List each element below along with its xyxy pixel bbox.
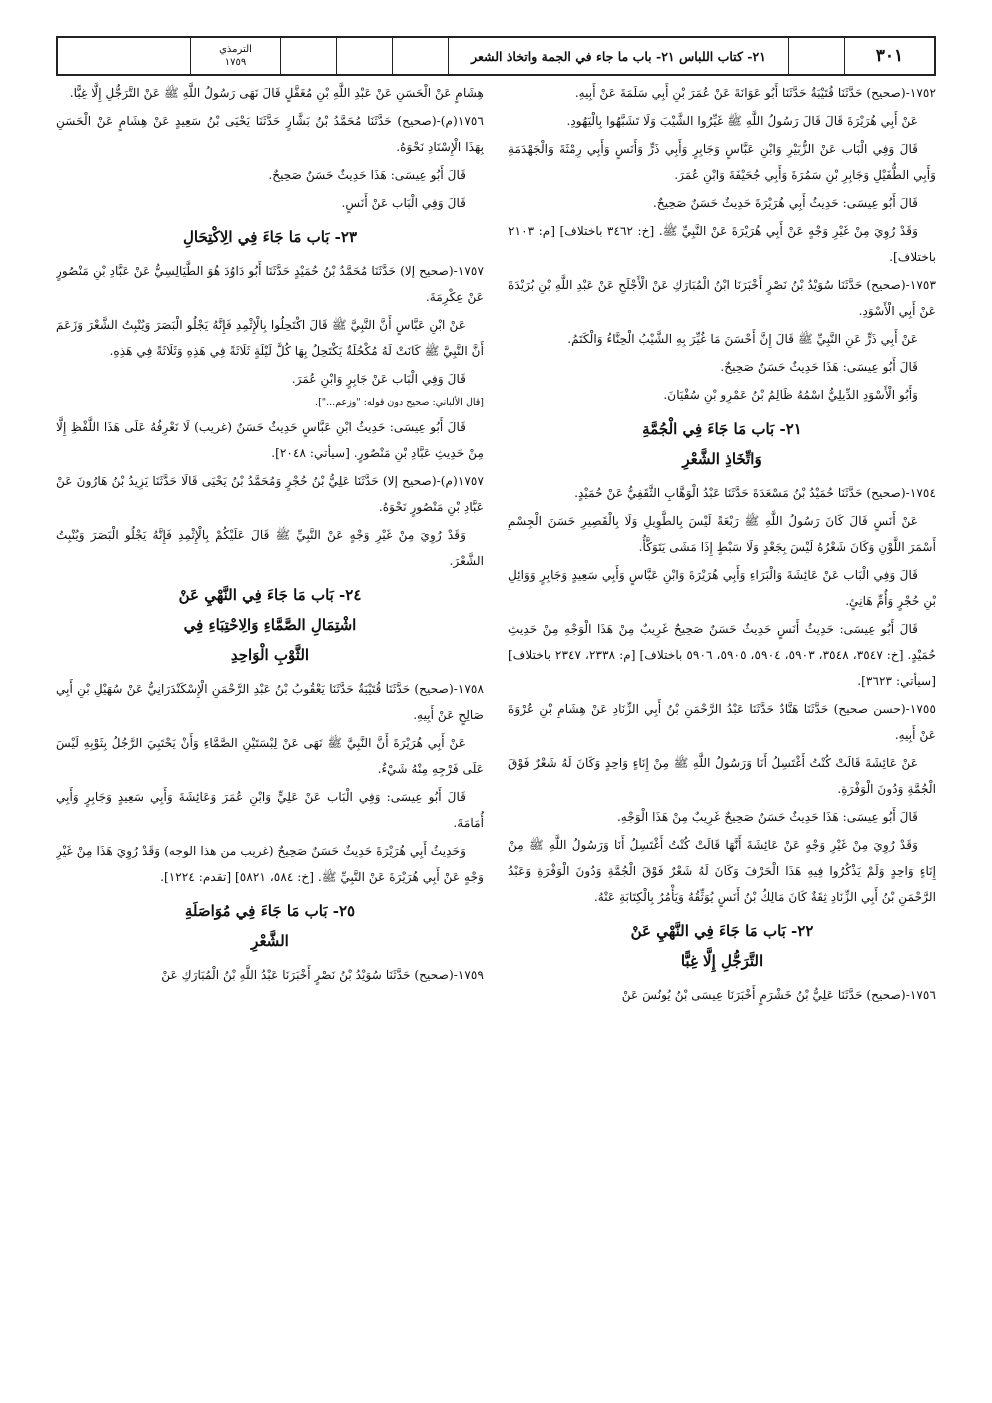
header-spacer bbox=[280, 38, 336, 74]
hadith-1756m-grading: قَالَ أَبُو عِيسَى: هَذَا حَدِيثٌ حَسَنٌ صَحِيحٌ. bbox=[268, 168, 466, 182]
hadith-1757m-isnad: ١٧٥٧(م)-(صحيح إلا) حَدَّثَنَا عَلِيُّ بْنُ حُجْرٍ وَمُحَمَّدُ بْنُ يَحْيَى قَالَا حَدَّثَنَا يَزِيدُ بْنُ هَارُونَ عَنْ عَبَّادِ بْنِ مَنْصُورٍ نَحْوَهُ. bbox=[56, 474, 484, 514]
hadith-1757-matn: عَنْ ابْنِ عَبَّاسٍ أَنَّ النَّبِيَّ ﷺ قَالَ اكْتَحِلُوا بِالْإِثْمِدِ فَإِنَّهُ يَجْلُو الْبَصَرَ وَيُنْبِتُ الشَّعْرَ وَزَعَمَ أَنَّ النَّبِيَّ ﷺ كَانَتْ لَهُ مُكْحُلَةٌ يَكْتَحِلُ بِهَا كُلَّ لَيْلَةٍ ثَلَاثَةً فِي هَذِهِ وَثَلَاثَةً فِي هَذِهِ. bbox=[56, 318, 484, 358]
chapter-22-heading bbox=[508, 916, 936, 976]
hadith-1752-isnad: ١٧٥٢-(صحيح) حَدَّثَنَا قُتَيْبَةُ حَدَّثَنَا أَبُو عَوَانَةَ عَنْ عُمَرَ بْنِ أَبِي سَلَمَةَ عَنْ أَبِيهِ. bbox=[574, 86, 936, 100]
hadith-1752-bab: قَالَ وَفِي الْبَاب عَنْ الزُّبَيْرِ وَابْنِ عَبَّاسٍ وَجَابِرٍ وَأَبِي ذَرٍّ وَأَنَسٍ وَأَبِي رِمْثَةَ وَالْجَهْدَمَةِ وَأَبِي الطُّفَيْلِ وَجَابِرِ بْنِ سَمُرَةَ وَأَبِي جُحَيْفَةَ وَابْنِ عُمَرَ. bbox=[508, 142, 936, 182]
hadith-1757-grading: قَالَ أَبُو عِيسَى: حَدِيثُ ابْنِ عَبَّاسٍ حَدِيثٌ حَسَنٌ (غريب) لَا نَعْرِفُهُ عَلَى هَذَا اللَّفْظِ إِلَّا مِنْ حَدِيثِ عَبَّادِ بْنِ مَنْصُورٍ. [سيأتي: ٢٠٤٨]. bbox=[56, 420, 484, 460]
hadith-1753-note: وَأَبُو الْأَسْوَدِ الدِّيلِيُّ اسْمُهُ ظَالِمُ بْنُ عَمْرِو بْنِ سُفْيَانَ. bbox=[663, 388, 918, 402]
heading-line: الثَّوْبِ الْوَاحِدِ bbox=[230, 646, 310, 664]
heading-line: الشَّعْرِ bbox=[251, 932, 289, 950]
hadith-1755-grading: قَالَ أَبُو عِيسَى: هَذَا حَدِيثٌ حَسَنٌ صَحِيحٌ غَرِيبٌ مِنْ هَذَا الْوَجْهِ. bbox=[616, 810, 918, 824]
hadith-1755-note: وَقَدْ رُوِيَ مِنْ غَيْرِ وَجْهٍ عَنْ عَائِشَةَ أَنَّهَا قَالَتْ كُنْتُ أَغْتَسِلُ أَنَا وَرَسُولُ اللَّهِ ﷺ مِنْ إِنَاءٍ وَاحِدٍ وَلَمْ يَذْكُرُوا فِيهِ هَذَا الْحَرْفَ وَكَانَ لَهُ شَعْرٌ فَوْقَ الْجُمَّةِ وَدُونَ الْوَفْرَةِ وَعَبْدُ الرَّحْمَنِ بْنُ أَبِي الزِّنَادِ ثِقَةٌ كَانَ مَالِكُ بْنُ أَنَسٍ يُوَثِّقُهُ وَيَأْمُرُ بِالْكِتَابَةِ عَنْهُ. bbox=[508, 838, 936, 904]
hadith-1752-grading: قَالَ أَبُو عِيسَى: حَدِيثُ أَبِي هُرَيْرَةَ حَدِيثٌ حَسَنٌ صَحِيحٌ. bbox=[652, 196, 918, 210]
chapter-23-heading bbox=[56, 222, 484, 252]
hadith-1756-isnad: ١٧٥٦-(صحيح) حَدَّثَنَا عَلِيُّ بْنُ خَشْرَمٍ أَخْبَرَنَا عِيسَى بْنُ يُونُسَ عَنْ bbox=[621, 988, 936, 1002]
hadith-1758-bab: قَالَ أَبُو عِيسَى: وَفِي الْبَاب عَنْ عَلِيٍّ وَابْنِ عُمَرَ وَعَائِشَةَ وَأَبِي سَعِيدٍ وَجَابِرٍ وَأَبِي أُمَامَةَ. bbox=[56, 790, 484, 830]
hadith-1755-isnad: ١٧٥٥-(حسن صحيح) حَدَّثَنَا هَنَّادٌ حَدَّثَنَا عَبْدُ الرَّحْمَنِ بْنُ أَبِي الزِّنَادِ عَنْ هِشَامِ بْنِ عُرْوَةَ عَنْ أَبِيهِ. bbox=[508, 702, 936, 742]
heading-line: اشْتِمَالِ الصَّمَّاءِ وَالِاحْتِبَاءِ فِي bbox=[183, 616, 357, 634]
header-spacer bbox=[134, 38, 190, 74]
hadith-1753-grading: قَالَ أَبُو عِيسَى: هَذَا حَدِيثٌ حَسَنٌ صَحِيحٌ. bbox=[720, 360, 918, 374]
hadith-1754-isnad: ١٧٥٤-(صحيح) حَدَّثَنَا حُمَيْدُ بْنُ مَسْعَدَةَ حَدَّثَنَا عَبْدُ الْوَهَّابِ الثَّقَفِيُّ عَنْ حُمَيْدٍ. bbox=[574, 486, 936, 500]
heading-line: ٢١- بَاب مَا جَاءَ فِي الْجُمَّةِ bbox=[642, 420, 802, 438]
running-title: ٢١- كتاب اللباس ٢١- باب ما جاء في الجمة واتخاذ الشعر bbox=[448, 38, 788, 74]
hadith-1757-isnad: ١٧٥٧-(صحيح إلا) حَدَّثَنَا مُحَمَّدُ بْنُ حُمَيْدٍ حَدَّثَنَا أَبُو دَاوُدَ هُوَ الطَّيَالِسِيُّ عَنْ عَبَّادِ بْنِ مَنْصُورٍ عَنْ عِكْرِمَةَ. bbox=[56, 264, 484, 304]
heading-line: ٢٥- بَاب مَا جَاءَ فِي مُوَاصَلَةِ bbox=[184, 902, 356, 920]
hadith-1758-grading: وَحَدِيثُ أَبِي هُرَيْرَةَ حَدِيثٌ حَسَنٌ صَحِيحٌ (غريب من هذا الوجه) وَقَدْ رُوِيَ هَذَا مِنْ غَيْرِ وَجْهٍ عَنْ أَبِي هُرَيْرَةَ عَنْ النَّبِيِّ ﷺ. [خ: ٥٨٤، ٥٨٢١] [تقدم: ١٢٢٤]. bbox=[56, 844, 484, 884]
hadith-1756m-bab: قَالَ وَفِي الْبَاب عَنْ أَنَسٍ. bbox=[341, 196, 466, 210]
hadith-1756-continuation: هِشَامٍ عَنْ الْحَسَنِ عَنْ عَبْدِ اللَّهِ بْنِ مُغَفَّلٍ قَالَ نَهَى رَسُولُ اللَّهِ ﷺ عَنْ التَّرَجُّلِ إِلَّا غِبًّا. bbox=[69, 86, 484, 100]
heading-line: وَاتِّخَاذِ الشَّعْرِ bbox=[682, 450, 762, 468]
header-spacer bbox=[788, 38, 844, 74]
chapter-25-heading bbox=[56, 896, 484, 956]
heading-line: ٢٣- بَاب مَا جَاءَ فِي الِاكْتِحَالِ bbox=[182, 228, 358, 246]
left-column bbox=[56, 80, 484, 1376]
hadith-range bbox=[190, 38, 280, 74]
header-spacer bbox=[336, 38, 392, 74]
heading-line: التَّرَجُّلِ إِلَّا غِبًّا bbox=[680, 952, 764, 970]
page-header bbox=[56, 36, 936, 76]
hadith-1754-grading: قَالَ أَبُو عِيسَى: حَدِيثُ أَنَسٍ حَدِيثٌ حَسَنٌ صَحِيحٌ غَرِيبٌ مِنْ هَذَا الْوَجْهِ مِنْ حَدِيثِ حُمَيْدٍ. [خ: ٣٥٤٧، ٣٥٤٨، ٥٩٠٣، ٥٩٠٤، ٥٩٠٥، ٥٩٠٦ باختلاف] [م: ٢٣٣٨، ٢٣٤٧ باختلاف] [سيأتي: ٣٦٢٣]. bbox=[508, 622, 936, 688]
right-column bbox=[508, 80, 936, 1376]
hadith-1759-isnad: ١٧٥٩-(صحيح) حَدَّثَنَا سُوَيْدُ بْنُ نَصْرٍ أَخْبَرَنَا عَبْدُ اللَّهِ بْنُ الْمُبَارَكِ عَنْ bbox=[161, 968, 484, 982]
hadith-1753-isnad: ١٧٥٣-(صحيح) حَدَّثَنَا سُوَيْدُ بْنُ نَصْرٍ أَخْبَرَنَا ابْنُ الْمُبَارَكِ عَنْ الْأَجْلَحِ عَنْ عَبْدِ اللَّهِ بْنِ بُرَيْدَةَ عَنْ أَبِي الْأَسْوَدِ. bbox=[508, 278, 936, 318]
page-number: ٣٠١ bbox=[844, 38, 934, 74]
last-hadith-number: ١٧٥٩ bbox=[224, 57, 247, 68]
hadith-1758-matn: عَنْ أَبِي هُرَيْرَةَ أَنَّ النَّبِيَّ ﷺ نَهَى عَنْ لِبْسَتَيْنِ الصَّمَّاءِ وَأَنْ يَحْتَبِيَ الرَّجُلُ بِثَوْبِهِ لَيْسَ عَلَى فَرْجِهِ مِنْهُ شَيْءٌ. bbox=[56, 736, 484, 776]
hadith-1757-bab: قَالَ وَفِي الْبَاب عَنْ جَابِرٍ وَابْنِ عُمَرَ. bbox=[291, 372, 466, 386]
hadith-1754-matn: عَنْ أَنَسٍ قَالَ كَانَ رَسُولُ اللَّهِ ﷺ رَبْعَةً لَيْسَ بِالطَّوِيلِ وَلَا بِالْقَصِيرِ حَسَنَ الْجِسْمِ أَسْمَرَ اللَّوْنِ وَكَانَ شَعْرُهُ لَيْسَ بِجَعْدٍ وَلَا سَبْطٍ إِذَا مَشَى يَتَوَكَّأُ. bbox=[508, 514, 936, 554]
hadith-1758-isnad: ١٧٥٨-(صحيح) حَدَّثَنَا قُتَيْبَةُ حَدَّثَنَا يَعْقُوبُ بْنُ عَبْدِ الرَّحْمَنِ الْإِسْكَنْدَرَانِيُّ عَنْ سُهَيْلِ بْنِ أَبِي صَالِحٍ عَنْ أَبِيهِ. bbox=[56, 682, 484, 722]
hadith-1755-matn: عَنْ عَائِشَةَ قَالَتْ كُنْتُ أَغْتَسِلُ أَنَا وَرَسُولُ اللَّهِ ﷺ مِنْ إِنَاءٍ وَاحِدٍ وَكَانَ لَهُ شَعْرٌ فَوْقَ الْجُمَّةِ وَدُونَ الْوَفْرَةِ. bbox=[508, 756, 936, 796]
hadith-1754-bab: قَالَ وَفِي الْبَاب عَنْ عَائِشَةَ وَالْبَرَاءِ وَأَبِي هُرَيْرَةَ وَابْنِ عَبَّاسٍ وَأَبِي سَعِيدٍ وَجَابِرٍ وَوَائِلِ بْنِ حُجْرٍ وَأُمِّ هَانِئٍ. bbox=[508, 568, 936, 608]
hadith-1757m-note: وَقَدْ رُوِيَ مِنْ غَيْرِ وَجْهٍ عَنْ النَّبِيِّ ﷺ قَالَ عَلَيْكُمْ بِالْإِثْمِدِ فَإِنَّهُ يَجْلُو الْبَصَرَ وَيُنْبِتُ الشَّعْرَ. bbox=[56, 528, 484, 568]
chapter-21-heading bbox=[508, 414, 936, 474]
heading-line: ٢٤- بَاب مَا جَاءَ فِي النَّهْيِ عَنْ bbox=[178, 586, 362, 604]
hadith-1753-matn: عَنْ أَبِي ذَرٍّ عَنِ النَّبِيِّ ﷺ قَالَ إِنَّ أَحْسَنَ مَا غُيِّرَ بِهِ الشَّيْبُ الْحِنَّاءُ وَالْكَتَمُ. bbox=[567, 332, 918, 346]
hadith-1752-refs: وَقَدْ رُوِيَ مِنْ غَيْرِ وَجْهٍ عَنْ أَبِي هُرَيْرَةَ عَنْ النَّبِيِّ ﷺ. [خ: ٣٤٦٢ باختلاف] [م: ٢١٠٣ باختلاف]. bbox=[508, 224, 936, 264]
heading-line: ٢٢- بَاب مَا جَاءَ فِي النَّهْيِ عَنْ bbox=[630, 922, 814, 940]
book-page bbox=[56, 36, 936, 1376]
book-name: الترمذي bbox=[219, 44, 252, 55]
header-spacer bbox=[392, 38, 448, 74]
chapter-24-heading bbox=[56, 580, 484, 670]
albani-note: [قال الألباني: صحيح دون قوله: "وزعم..."]. bbox=[315, 397, 484, 408]
hadith-1752-matn: عَنْ أَبِي هُرَيْرَةَ قَالَ قَالَ رَسُولُ اللَّهِ ﷺ غَيِّرُوا الشَّيْبَ وَلَا تَشَبَّهُوا بِالْيَهُودِ. bbox=[566, 114, 918, 128]
hadith-1756m-isnad: ١٧٥٦(م)-(صحيح) حَدَّثَنَا مُحَمَّدُ بْنُ بَشَّارٍ حَدَّثَنَا يَحْيَى بْنُ سَعِيدٍ عَنْ هِشَامٍ عَنْ الْحَسَنِ بِهَذَا الْإِسْنَادِ نَحْوَهُ. bbox=[56, 114, 484, 154]
